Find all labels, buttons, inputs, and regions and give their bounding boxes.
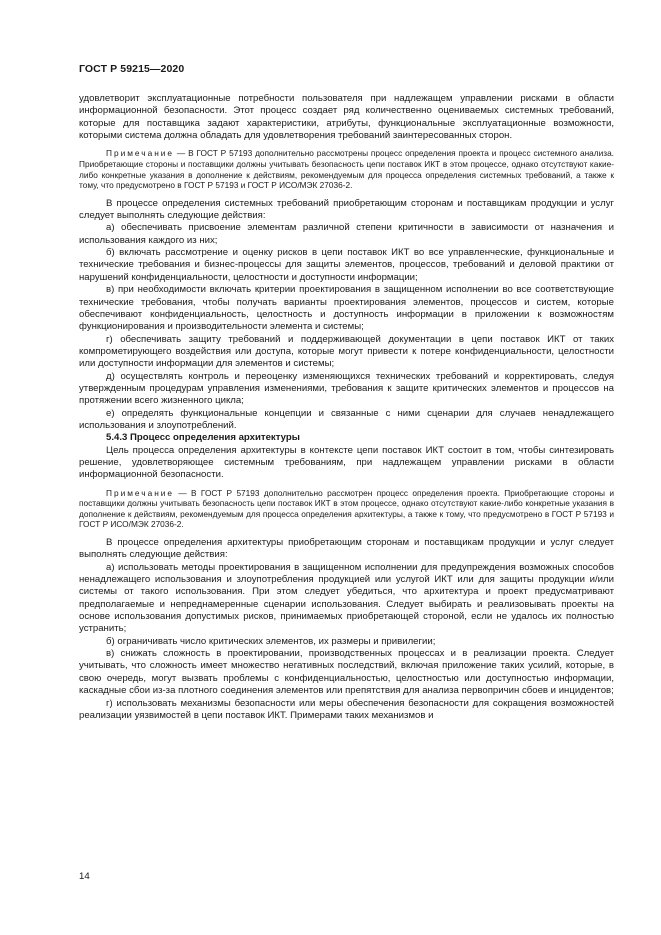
list-item: г) использовать механизмы безопасности или меры обеспечения безопасности для сокращения возможностей реализации уязвимостей в цепи поставок ИКТ. Примерами таких механизмов и <box>79 697 614 721</box>
list-item: б) включать рассмотрение и оценку рисков в цепи поставок ИКТ во все управленческие, функциональные и технические требования и бизнес-процессы для защиты элементов, процессов, требований и деловой практики от нарушений конфиденциальности, целостности и доступности информации; <box>79 247 614 283</box>
list-item: в) снижать сложность в проектировании, производственных процессах и в реализации проекта. Следует учитывать, что сложность имеет множество негативных последствий, включая приложение таких усилий, которые, в свою очередь, могут вызвать проблемы с конфиденциальностью, целостностью или доступностью информации, каскадные сбои из-за плотного соединения элементов или препятствия для анализа первопричин сбоев и инцидентов; <box>79 648 614 697</box>
list-item: г) обеспечивать защиту требований и поддерживающей документации в цепи поставок ИКТ от таких компрометирующего воздействия или доступа, которые могут привести к потере конфиденциальности, целостности или доступности информации для элементов и системы; <box>79 333 614 370</box>
list-item: а) использовать методы проектирования в защищенном исполнении для предупреждения возможных способов ненадлежащего использования и злоупотребления продукцией или услугой ИКТ или для защиты продукции и/или системы от такого использования. При этом следует убедиться, что архитектура и проект предусматривают предполагаемые и непреднамеренные сценарии использования. Следует выбирать и реализовывать проекты на основе использования допустимых рисков, принимаемых приобретающей стороной, если не удалось их полностью устранить; <box>79 561 614 635</box>
list-item: б) ограничивать число критических элементов, их размеры и привилегии; <box>106 635 436 647</box>
paragraph: Цель процесса определения архитектуры в контексте цепи поставок ИКТ состоит в том, чтобы синтезировать решение, удовлетворяющее системным требованиям, при надлежащем управлении рисками в области информационной безопасности. <box>79 444 614 481</box>
paragraph: удовлетворит эксплуатационные потребности пользователя при надлежащем управлении рисками в области информационной безопасности. Этот процесс создает ряд количественно оцениваемых системных требований, которые для поставщика задают характеристики, атрибуты, функциональные эксплуатационные возможности, которыми система должна обладать для удовлетворения требований заинтересованных сторон. <box>79 93 614 142</box>
document-header: ГОСТ Р 59215—2020 <box>79 63 185 75</box>
note-label: Примечание <box>106 487 175 498</box>
note-text: — В ГОСТ Р 57193 дополнительно рассмотрены процесс определения проекта и процесс системного анализа. Приобретающие стороны и поставщики должны учитывать безопасность цепи поставок ИКТ в этом процессе, однако отсутствуют какие-либо конкретные указания в дополнение к действиям, рекомендуемым для процесса определения системных требований, а также к тому, что предусмотрено в ГОСТ Р 57193 и ГОСТ Р ИСО/МЭК 27036-2. <box>79 148 614 191</box>
list-item: в) при необходимости включать критерии проектирования в защищенном исполнении во все соответствующие технические требования, чтобы получать варианты проектирования элементов, процессов и систем, которые обеспечивают конфиденциальность, целостность и доступность информации в приложении к возможностям функционирования и производительности элемента и системы; <box>79 284 614 333</box>
note <box>79 148 614 190</box>
paragraph: В процессе определения системных требований приобретающим сторонам и поставщикам продукции и услуг следует выполнять следующие действия: <box>79 197 614 222</box>
list-item: д) осуществлять контроль и переоценку изменяющихся технических требований и корректировать, следуя утвержденным процедурам управления изменениями, требования к защите критических элементов и процессов на протяжении всего жизненного цикла; <box>79 370 614 407</box>
section-heading: 5.4.3 Процесс определения архитектуры <box>106 432 300 444</box>
page-number: 14 <box>79 871 90 882</box>
paragraph: В процессе определения архитектуры приобретающим сторонам и поставщикам продукции и услуг следует выполнять следующие действия: <box>79 537 614 561</box>
note-label: Примечание <box>106 148 175 159</box>
list-item: е) определять функциональные концепции и связанные с ними сценарии для случаев ненадлежащего использования и злоупотреблений. <box>79 407 614 431</box>
list-item: а) обеспечивать присвоение элементам различной степени критичности в зависимости от назначения и использования каждого из них; <box>79 222 614 246</box>
note <box>79 488 614 530</box>
document-body <box>79 93 614 722</box>
note-text: — В ГОСТ Р 57193 дополнительно рассмотрен процесс определения проекта. Приобретающие стороны и поставщики должны учитывать безопасность цепи поставок ИКТ в этом процессе, однако отсутствуют какие-либо конкретные указания в дополнение к действиям, рекомендуемым для процесса определения архитектуры, а также к тому, что предусмотрено в ГОСТ Р 57193 и ГОСТ Р ИСО/МЭК 27036-2. <box>79 487 614 530</box>
